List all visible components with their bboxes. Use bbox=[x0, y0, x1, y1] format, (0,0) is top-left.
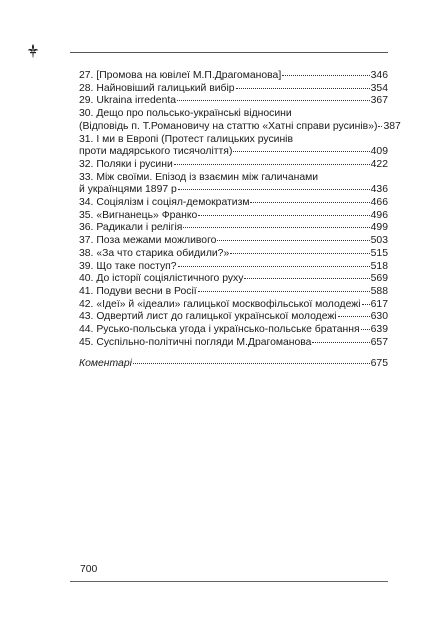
dot-leader bbox=[250, 202, 369, 203]
toc-page-number: 367 bbox=[370, 95, 388, 107]
toc-entry-45[interactable] bbox=[79, 337, 388, 350]
dot-leader bbox=[338, 316, 370, 317]
dot-leader bbox=[198, 215, 369, 216]
toc-page-number: 518 bbox=[370, 260, 388, 272]
toc-title: 31. І ми в Европі (Протест галицьких русинів bbox=[79, 133, 294, 145]
toc-page-number: 515 bbox=[370, 247, 388, 259]
toc-entry-37[interactable] bbox=[79, 235, 388, 248]
toc-entry-41[interactable] bbox=[79, 286, 388, 299]
toc-page-number: 657 bbox=[370, 336, 388, 348]
dot-leader bbox=[361, 329, 370, 330]
toc-entry-30[interactable] bbox=[79, 108, 401, 133]
page-number: 700 bbox=[80, 564, 98, 575]
dot-leader bbox=[178, 189, 370, 190]
toc-entry-28[interactable] bbox=[79, 83, 388, 96]
toc-title: 42. «Ідеї» й «ідеали» галицької москвофільської молодежі bbox=[79, 298, 361, 310]
toc-entry-29[interactable] bbox=[79, 95, 388, 108]
dot-leader bbox=[178, 266, 370, 267]
toc-entry-40[interactable] bbox=[79, 273, 388, 286]
toc-page-number: 499 bbox=[370, 222, 388, 234]
toc-title: 29. Ukraina irredenta bbox=[79, 95, 177, 107]
toc-entry-39[interactable] bbox=[79, 261, 388, 274]
toc-entry-35[interactable] bbox=[79, 210, 388, 223]
toc-entry-38[interactable] bbox=[79, 248, 388, 261]
dot-leader bbox=[198, 291, 370, 292]
toc-page-number: 588 bbox=[370, 285, 388, 297]
toc-title: 41. Подуви весни в Росії bbox=[79, 285, 197, 297]
dot-leader bbox=[362, 304, 370, 305]
toc-title: 33. Між своїми. Епізод із взаємин між галичанами bbox=[79, 171, 319, 183]
toc-entry-36[interactable] bbox=[79, 222, 388, 235]
toc-page-number: 346 bbox=[370, 70, 388, 81]
toc-title-continued: (Відповідь п. Т.Романовичу на статтю «Хатні справи русинів») bbox=[79, 120, 378, 132]
toc-page-number: 496 bbox=[370, 209, 388, 221]
toc-page-number: 409 bbox=[370, 146, 388, 158]
dot-leader bbox=[174, 164, 370, 165]
toc-entry-31[interactable] bbox=[79, 134, 388, 159]
toc-title: 35. «Вигнанець» Франко bbox=[79, 209, 198, 221]
toc-title: 39. Що таке поступ? bbox=[79, 260, 177, 272]
dot-leader bbox=[282, 75, 369, 76]
toc-title: 38. «За что старика обидили?» bbox=[79, 247, 230, 259]
toc-title-continued: проти мадярського тисячоліття) bbox=[79, 146, 233, 158]
dot-leader bbox=[378, 126, 382, 127]
toc-title: 28. Найновіший галицький вибір bbox=[79, 82, 235, 94]
dot-leader bbox=[312, 342, 369, 343]
toc-title: 43. Одвертий лист до галицької української молодежі bbox=[79, 311, 337, 323]
dot-leader bbox=[233, 151, 369, 152]
dot-leader bbox=[133, 363, 370, 364]
footer-rule bbox=[70, 581, 388, 582]
toc-page-number: 466 bbox=[370, 197, 388, 209]
dot-leader bbox=[244, 278, 369, 279]
toc-title: 27. [Промова на ювілеї М.П.Драгоманова] bbox=[79, 70, 282, 81]
toc-title: 44. Русько-польська угода і українсько-польське братання bbox=[79, 324, 360, 336]
toc-page-number: 503 bbox=[370, 235, 388, 247]
toc-page-number: 675 bbox=[370, 357, 388, 369]
fleur-de-lis-icon bbox=[27, 44, 39, 58]
toc-entry-34[interactable] bbox=[79, 197, 388, 210]
table-of-contents bbox=[79, 70, 401, 371]
dot-leader bbox=[217, 240, 369, 241]
toc-entry-32[interactable] bbox=[79, 159, 388, 172]
toc-title: 34. Соціялізм і соціял-демократизм bbox=[79, 197, 250, 209]
dot-leader bbox=[183, 227, 369, 228]
toc-entry-44[interactable] bbox=[79, 324, 388, 337]
toc-page-number: 387 bbox=[383, 120, 401, 132]
toc-title-continued: й українцями 1897 р bbox=[79, 184, 177, 196]
toc-title: 40. До історії соціялістичного руху bbox=[79, 273, 244, 285]
toc-page-number: 639 bbox=[370, 324, 388, 336]
toc-title: 30. Дещо про польсько-українські відносини bbox=[79, 108, 292, 120]
header-rule bbox=[70, 52, 388, 53]
toc-entry-43[interactable] bbox=[79, 311, 388, 324]
toc-title: 37. Поза межами можливого bbox=[79, 235, 217, 247]
dot-leader bbox=[230, 253, 369, 254]
toc-page-number: 617 bbox=[370, 298, 388, 310]
toc-page-number: 422 bbox=[370, 158, 388, 170]
toc-title: 32. Поляки і русини bbox=[79, 158, 173, 170]
toc-title: 45. Суспільно-політичні погляди М.Драгоманова bbox=[79, 336, 312, 348]
dot-leader bbox=[177, 100, 370, 101]
toc-page-number: 354 bbox=[370, 82, 388, 94]
toc-title: 36. Радикали і релігія bbox=[79, 222, 183, 234]
toc-page-number: 569 bbox=[370, 273, 388, 285]
dot-leader bbox=[236, 88, 370, 89]
toc-page-number: 630 bbox=[370, 311, 388, 323]
toc-entry-comments[interactable] bbox=[79, 358, 388, 371]
toc-page-number: 436 bbox=[370, 184, 388, 196]
toc-entry-42[interactable] bbox=[79, 299, 388, 312]
toc-entry-27[interactable] bbox=[79, 70, 388, 83]
toc-entry-33[interactable] bbox=[79, 172, 388, 197]
toc-title: Коментарі bbox=[79, 357, 132, 369]
